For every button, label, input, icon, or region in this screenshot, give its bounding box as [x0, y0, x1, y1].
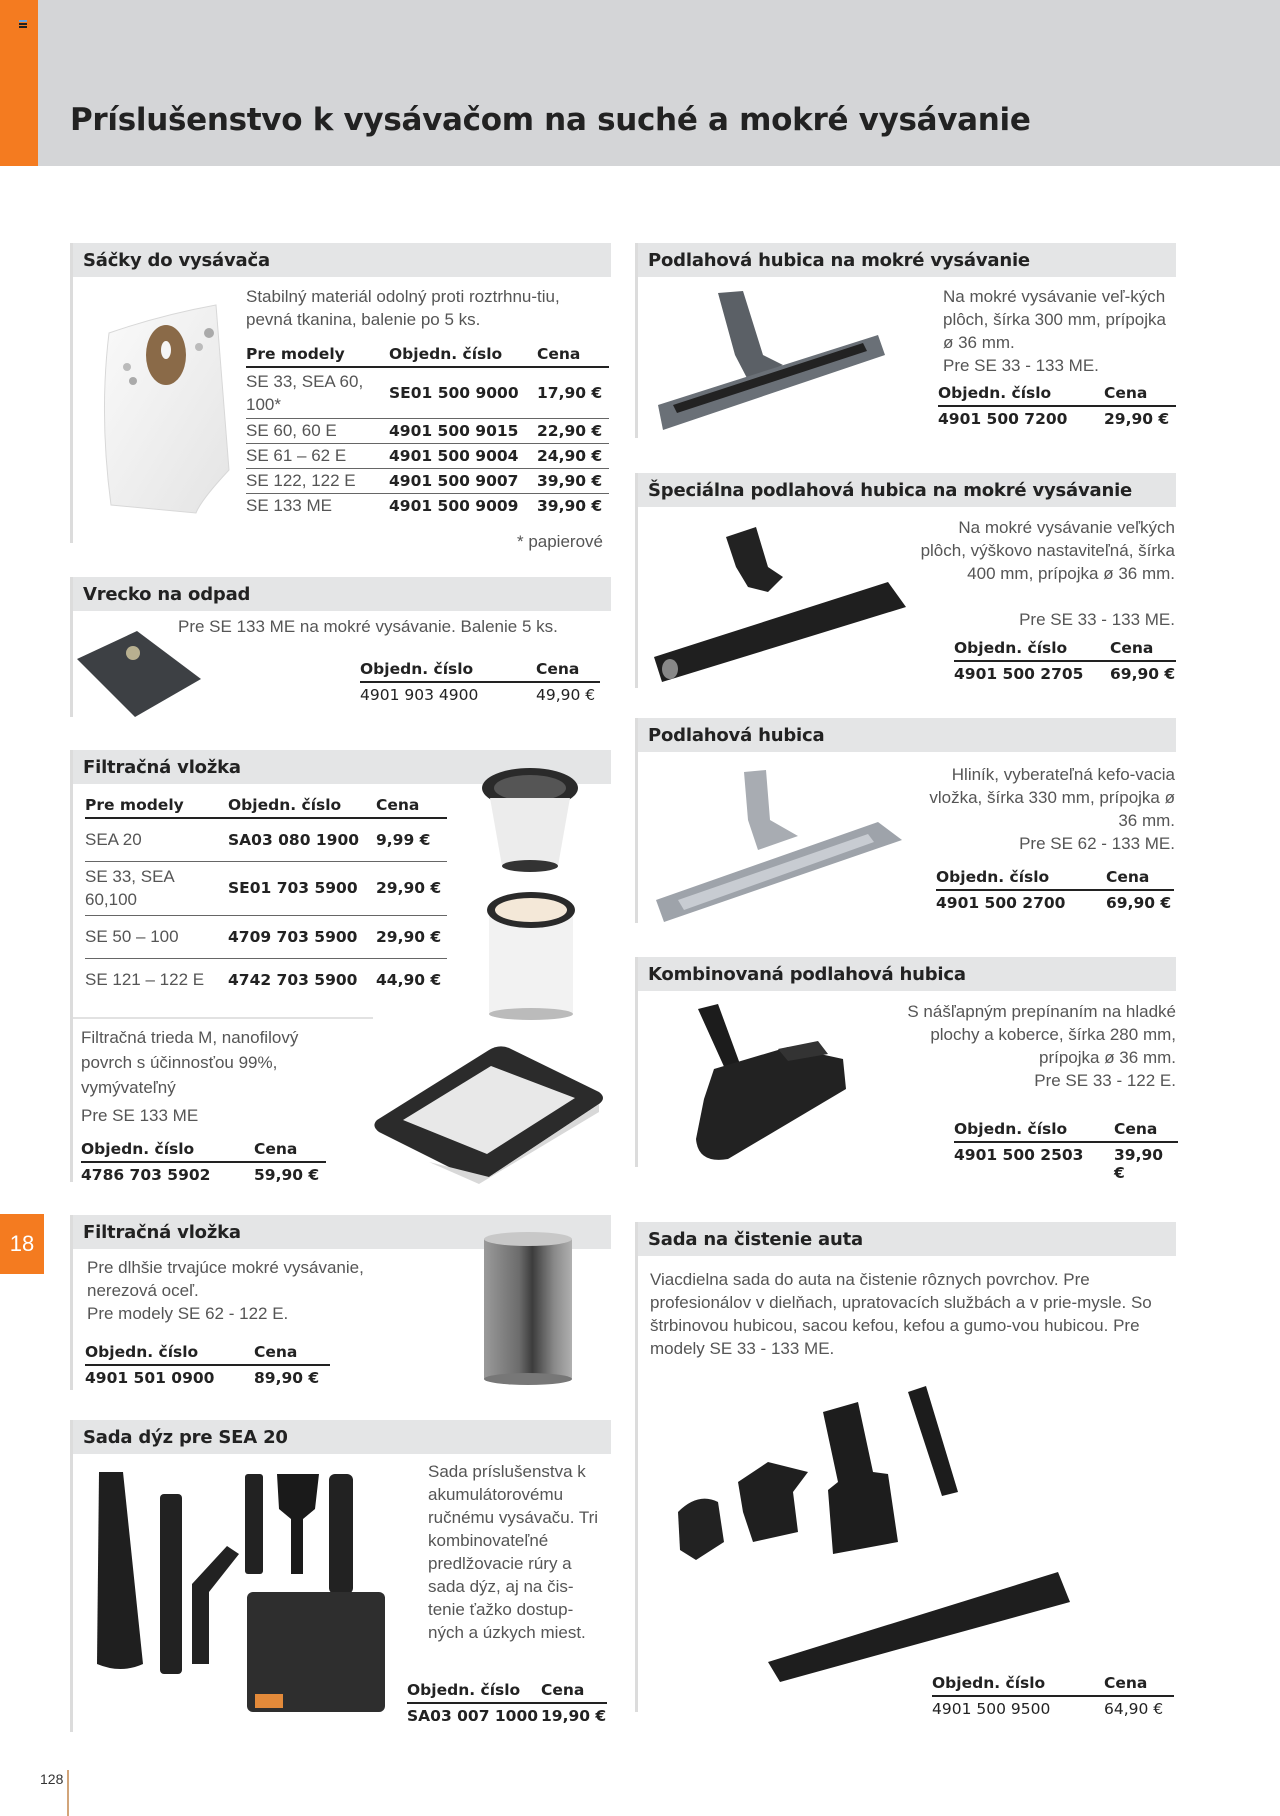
- cell-price: 44,90 €: [376, 970, 442, 989]
- order-no: 4901 500 2700: [936, 894, 1066, 912]
- cell-price: 39,90 €: [537, 469, 609, 494]
- product-title: Sáčky do vysávača: [73, 243, 611, 277]
- product-description: Na mokré vysávanie veľkých plôch, výškovo nastaviteľná, šírka 400 mm, prípojka ø 36 mm.: [920, 518, 1175, 583]
- price: 59,90 €: [254, 1166, 320, 1184]
- order-no-label: Objedn. číslo: [407, 1681, 521, 1699]
- car-kit-image: [658, 1382, 1078, 1682]
- order-info: [954, 1120, 1178, 1182]
- models-note: Pre SE 33 - 122 E.: [1034, 1071, 1176, 1090]
- product-title: Podlahová hubica na mokré vysávanie: [638, 243, 1176, 277]
- product-title: Špeciálna podlahová hubica na mokré vysávanie: [638, 473, 1176, 507]
- product-floor-nozzle: [635, 718, 1176, 923]
- round-filter-image: [483, 890, 579, 1020]
- cell-models: SEA 20: [85, 818, 228, 861]
- nozzle-set-image: [87, 1464, 387, 1726]
- product-description: Pre dlhšie trvajúce mokré vysávanie, nerezová oceľ.: [87, 1258, 364, 1300]
- order-no: 4901 500 7200: [938, 410, 1068, 428]
- col-models: Pre modely: [246, 345, 389, 367]
- menu-icon[interactable]: [19, 20, 27, 28]
- models-note: Pre SE 62 - 133 ME.: [1019, 834, 1175, 853]
- price-label: Cena: [1106, 868, 1150, 886]
- cell-models: SE 122, 122 E: [246, 469, 389, 494]
- order-no-label: Objedn. číslo: [936, 868, 1050, 886]
- price: 89,90 €: [254, 1369, 320, 1387]
- cell-price: 24,90 €: [537, 444, 609, 469]
- col-order-no: Objedn. číslo: [389, 345, 537, 367]
- price-label: Cena: [1110, 639, 1154, 657]
- cell-order-no: 4901 500 9004: [389, 444, 537, 469]
- section-tab[interactable]: 18: [0, 1214, 44, 1274]
- aluminum-nozzle-image: [648, 760, 908, 925]
- price-label: Cena: [1104, 384, 1148, 402]
- col-models: Pre modely: [85, 796, 228, 818]
- order-no-label: Objedn. číslo: [954, 1120, 1068, 1138]
- steel-cylinder-image: [478, 1229, 578, 1389]
- order-info: [407, 1681, 607, 1725]
- cell-order-no: 4901 500 9007: [389, 469, 537, 494]
- order-no-label: Objedn. číslo: [954, 639, 1068, 657]
- product-description: Viacdielna sada do auta na čistenie rôznych povrchov. Pre profesionálov v dielňach, upratovacích službách a v prie-mysle. So štrbinovou hubicou, sacou kefou, kefou a gumo-vou hubicou. Pre modely SE 33 - 133 ME.: [650, 1270, 1152, 1358]
- cell-order-no: SE01 703 5900: [228, 861, 376, 915]
- table-row: [85, 958, 447, 1001]
- product-description: Sada príslušenstva k akumulátorovému ručnému vysávaču. Tri kombinovateľné predlžovacie rúry a sada dýz, aj na čis-tenie ťažko dostup-ných a úzkych miest.: [428, 1462, 599, 1642]
- cell-models: SE 33, SEA 60, 100*: [246, 367, 389, 419]
- cell-models: SE 50 – 100: [85, 915, 228, 958]
- cell-models: SE 133 ME: [246, 496, 332, 515]
- cone-filter-image: [478, 766, 582, 876]
- product-car-kit: [635, 1222, 1176, 1718]
- product-special-wet-floor-nozzle: [635, 473, 1176, 688]
- order-info: [936, 868, 1174, 912]
- order-no: SA03 007 1000: [407, 1707, 539, 1725]
- order-no: 4901 500 2503: [954, 1146, 1084, 1164]
- cell-price: 29,90 €: [376, 861, 447, 915]
- combo-nozzle-image: [678, 999, 858, 1169]
- order-info: [360, 660, 600, 704]
- col-price: Cena: [537, 345, 609, 367]
- table-row: [85, 915, 447, 958]
- product-description: Na mokré vysávanie veľ-kých plôch, šírka 300 mm, prípojka ø 36 mm.: [943, 287, 1166, 352]
- cell-order-no: 4742 703 5900: [228, 970, 358, 989]
- page-number-divider: [67, 1770, 69, 1816]
- footnote: * papierové: [516, 532, 603, 551]
- product-title: Kombinovaná podlahová hubica: [638, 957, 1176, 991]
- divider: [73, 1017, 373, 1019]
- price: 69,90 €: [1106, 894, 1172, 912]
- order-no: 4786 703 5902: [81, 1166, 211, 1184]
- product-description: S nášľapným prepínaním na hladké plochy a koberce, šírka 280 mm, prípojka ø 36 mm.: [907, 1002, 1176, 1067]
- models-note: Pre SE 33 - 133 ME.: [943, 356, 1099, 375]
- price: 29,90 €: [1104, 410, 1170, 428]
- cell-models: SE 33, SEA 60,100: [85, 861, 228, 915]
- table-row: [246, 367, 609, 419]
- product-combo-floor-nozzle: [635, 957, 1176, 1182]
- price-table: [85, 796, 447, 1001]
- order-info: [932, 1674, 1174, 1718]
- page-title: Príslušenstvo k vysávačom na suché a mokré vysávanie: [70, 102, 1031, 138]
- flat-filter-image: [369, 1042, 607, 1187]
- price-table: [246, 345, 609, 518]
- product-title: Podlahová hubica: [638, 718, 1176, 752]
- price-label: Cena: [1104, 1674, 1148, 1692]
- product-description: Stabilný materiál odolný proti roztrhnu-tiu, pevná tkanina, balenie po 5 ks.: [246, 287, 560, 329]
- product-nozzle-set: [70, 1420, 611, 1732]
- order-info: [81, 1140, 326, 1184]
- price-label: Cena: [536, 660, 580, 678]
- vacuum-bag-image: [91, 295, 231, 520]
- cell-models: SE 60, 60 E: [246, 419, 389, 444]
- waste-bag-image: [75, 629, 203, 719]
- cell-price: 17,90 €: [537, 367, 609, 419]
- wet-floor-nozzle-image: [653, 285, 893, 435]
- cell-order-no: SA03 080 1900: [228, 818, 376, 861]
- product-description: Filtračná trieda M, nanofilový povrch s účinnosťou 99%, vymývateľný: [81, 1028, 299, 1097]
- table-row: [85, 818, 447, 861]
- order-no-label: Objedn. číslo: [938, 384, 1052, 402]
- col-order-no: Objedn. číslo: [228, 796, 376, 818]
- col-price: Cena: [376, 796, 447, 818]
- special-nozzle-image: [648, 517, 908, 682]
- order-no-label: Objedn. číslo: [360, 660, 474, 678]
- product-title: Filtračná vložka: [73, 750, 611, 784]
- models-note: Pre SE 33 - 133 ME.: [1019, 610, 1175, 629]
- product-filter-cartridge: [70, 750, 611, 1182]
- price-label: Cena: [541, 1681, 585, 1699]
- product-title: Vrecko na odpad: [73, 577, 611, 611]
- table-row: [246, 469, 609, 494]
- order-info: [85, 1343, 330, 1387]
- cell-price: 39,90 €: [537, 497, 603, 515]
- cell-models: SE 121 – 122 E: [85, 969, 205, 989]
- product-waste-bag: [70, 577, 611, 717]
- price-label: Cena: [254, 1343, 298, 1361]
- table-row: [85, 861, 447, 915]
- product-title: Filtračná vložka: [73, 1215, 611, 1249]
- price: 64,90 €: [1104, 1700, 1164, 1718]
- order-no: 4901 501 0900: [85, 1369, 215, 1387]
- models-note: Pre SE 133 ME: [81, 1106, 199, 1125]
- price-label: Cena: [254, 1140, 298, 1158]
- order-no-label: Objedn. číslo: [932, 1674, 1046, 1692]
- cell-order-no: 4901 500 9015: [389, 419, 537, 444]
- price: 69,90 €: [1110, 665, 1176, 683]
- page-number: 128: [40, 1771, 64, 1787]
- product-bags: [70, 243, 611, 551]
- table-row: [246, 419, 609, 444]
- product-title: Sada dýz pre SEA 20: [73, 1420, 611, 1454]
- order-info: [954, 639, 1176, 683]
- cell-models: SE 61 – 62 E: [246, 444, 389, 469]
- order-no: 4901 500 9500: [932, 1700, 1051, 1718]
- page-header: [0, 0, 1280, 166]
- cell-price: 22,90 €: [537, 419, 609, 444]
- price-label: Cena: [1114, 1120, 1158, 1138]
- product-description: Pre SE 133 ME na mokré vysávanie. Balenie 5 ks.: [178, 617, 558, 636]
- cell-price: 29,90 €: [376, 915, 447, 958]
- price: 49,90 €: [536, 686, 596, 704]
- cell-order-no: 4901 500 9009: [389, 497, 519, 515]
- product-title: Sada na čistenie auta: [638, 1222, 1176, 1256]
- table-row: [246, 494, 609, 519]
- cell-order-no: SE01 500 9000: [389, 367, 537, 419]
- product-description: Hliník, vyberateľná kefo-vacia vložka, šírka 330 mm, prípojka ø 36 mm.: [929, 765, 1175, 830]
- order-no: 4901 500 2705: [954, 665, 1084, 683]
- price: 39,90 €: [1114, 1146, 1164, 1182]
- order-info: [938, 384, 1176, 428]
- cell-order-no: 4709 703 5900: [228, 915, 376, 958]
- product-wet-floor-nozzle: [635, 243, 1176, 438]
- table-row: [246, 444, 609, 469]
- product-filter-steel: [70, 1215, 611, 1390]
- order-no: 4901 903 4900: [360, 686, 479, 704]
- order-no-label: Objedn. číslo: [85, 1343, 199, 1361]
- models-note: Pre modely SE 62 - 122 E.: [87, 1304, 289, 1323]
- cell-price: 9,99 €: [376, 818, 447, 861]
- price: 19,90 €: [541, 1707, 607, 1725]
- order-no-label: Objedn. číslo: [81, 1140, 195, 1158]
